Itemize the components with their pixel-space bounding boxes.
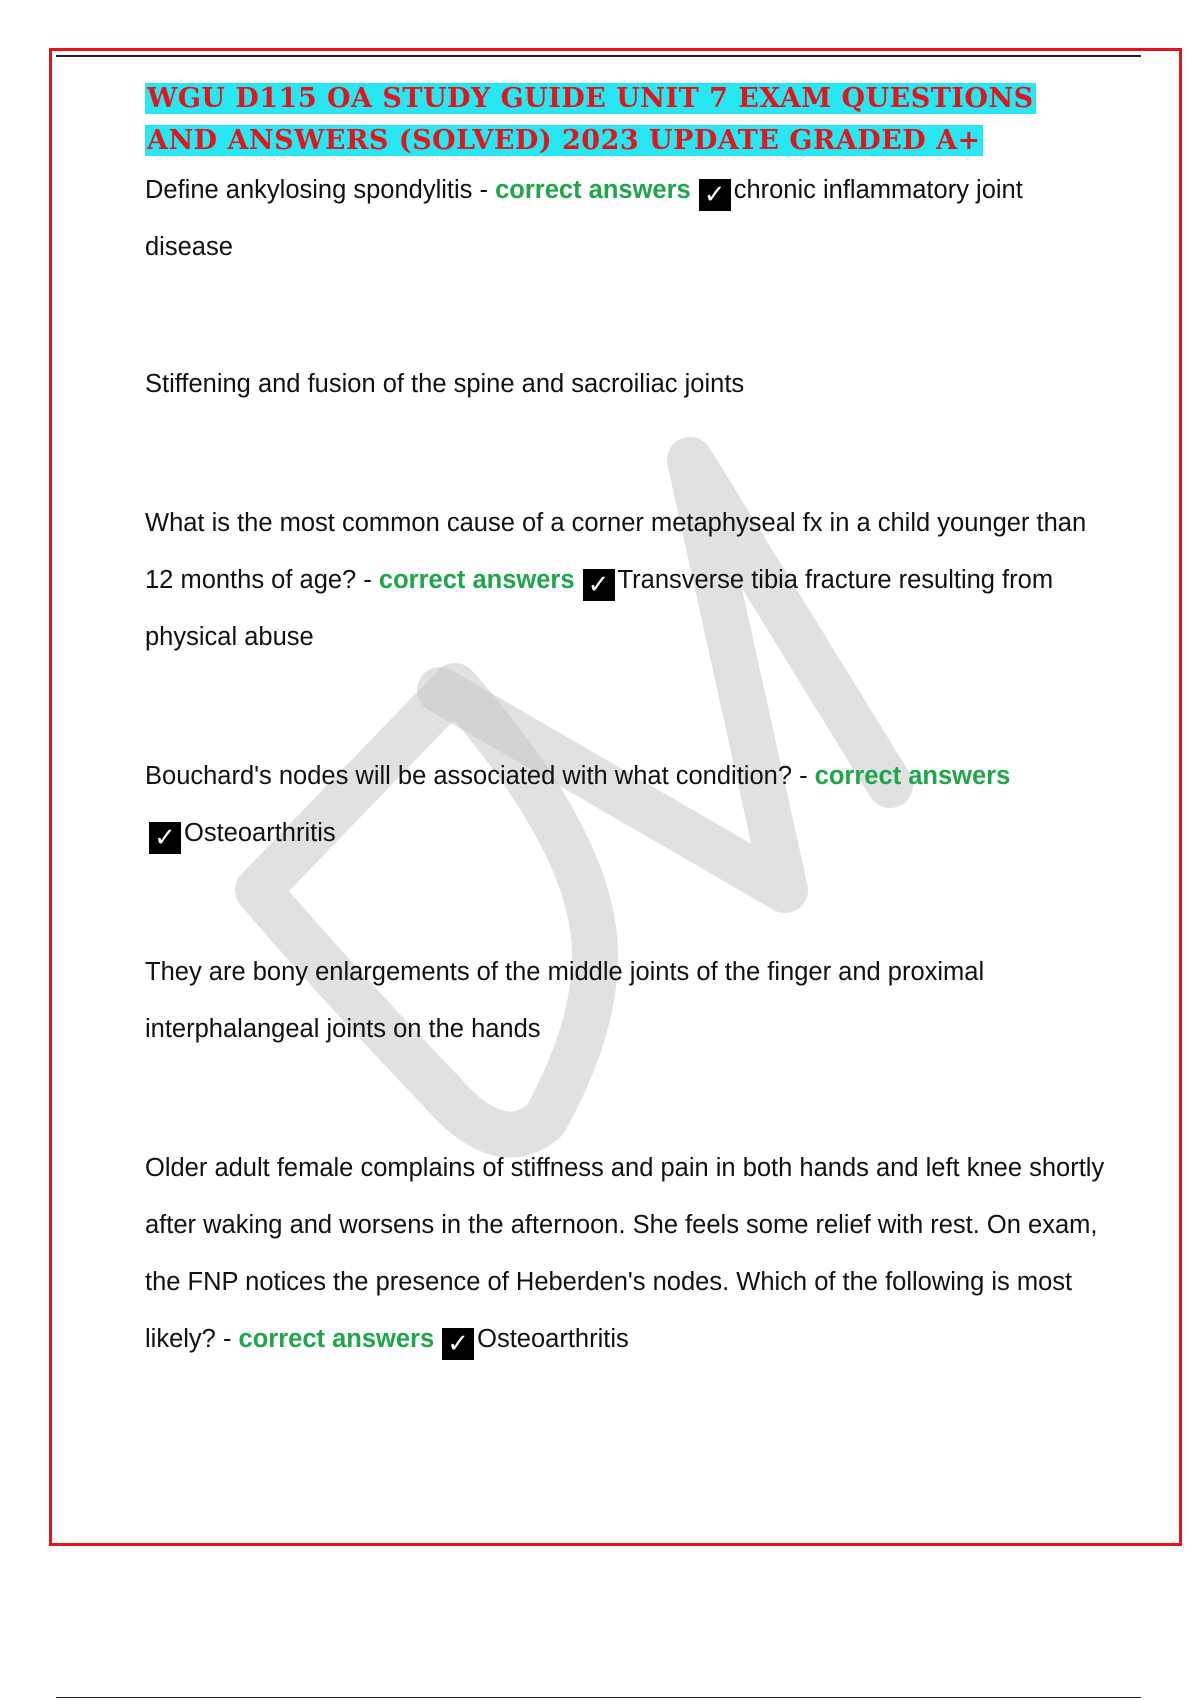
explanation-2: They are bony enlargements of the middle joints of the finger and proximal interphalangeal joints on the hands <box>145 958 985 1043</box>
answer-text: chronic inflammatory joint disease <box>145 176 1023 261</box>
answer-marker: correct answers <box>378 566 575 594</box>
explanation-1: Stiffening and fusion of the spine and sacroiliac joints <box>145 370 745 398</box>
document-title-text: WGU D115 OA STUDY GUIDE UNIT 7 EXAM QUESTIONS AND ANSWERS (SOLVED) 2023 UPDATE GRADED A+ <box>147 83 1034 156</box>
question-text: What is the most common cause of a corner metaphyseal fx in a child younger than 12 months of age? - <box>145 509 1087 594</box>
question-text: Define ankylosing spondylitis - <box>145 176 496 204</box>
qa-entry-3 <box>145 748 1105 862</box>
document-body <box>145 78 1105 1368</box>
question-text: Bouchard's nodes will be associated with what condition? - <box>145 762 815 790</box>
checkmark-icon: ✓ <box>149 822 181 854</box>
answer-marker: correct answers <box>495 176 691 204</box>
answer-text: Osteoarthritis <box>184 819 336 847</box>
answer-text: Osteoarthritis <box>477 1325 629 1353</box>
answer-marker: correct answers <box>238 1325 435 1353</box>
checkmark-icon: ✓ <box>699 179 731 211</box>
document-title <box>145 78 1105 162</box>
answer-text: Transverse tibia fracture resulting from physical abuse <box>145 566 1054 651</box>
checkmark-icon: ✓ <box>583 569 615 601</box>
checkmark-icon: ✓ <box>442 1328 474 1360</box>
qa-entry-1 <box>145 162 1105 276</box>
question-text: Older adult female complains of stiffness and pain in both hands and left knee shortly after waking and worsens in the afternoon. She feels some relief with rest. On exam, the FNP notices the presence of Heberden's nodes. Which of the following is most likely? - <box>145 1154 1105 1353</box>
bottom-divider <box>56 1697 1141 1698</box>
qa-entry-2 <box>145 495 1105 666</box>
qa-entry-4 <box>145 1140 1105 1368</box>
answer-marker: correct answers <box>814 762 1011 790</box>
